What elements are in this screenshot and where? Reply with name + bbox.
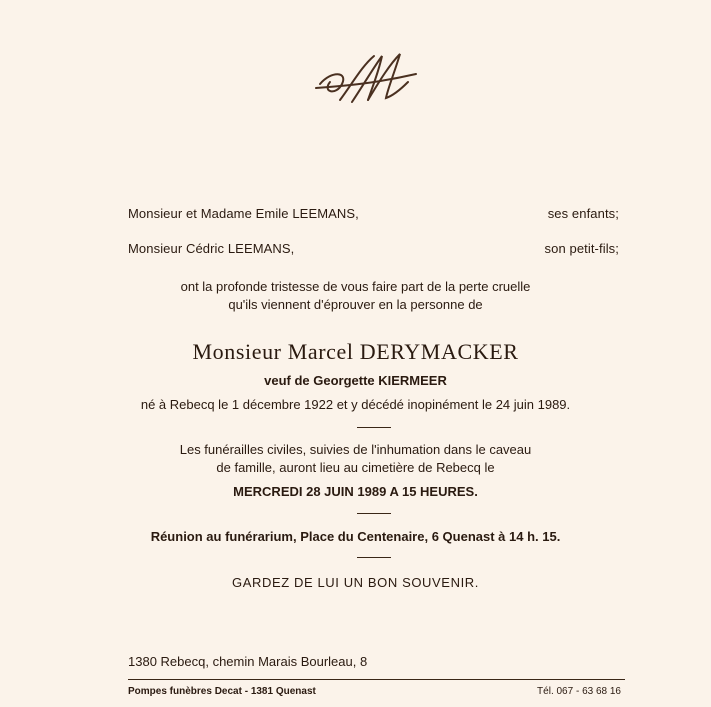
footer-undertaker: Pompes funèbres Decat - 1381 Quenast: [128, 686, 316, 697]
family-name: Monsieur et Madame Emile LEEMANS,: [128, 206, 359, 221]
address: 1380 Rebecq, chemin Marais Bourleau, 8: [128, 654, 368, 669]
family-row-parents: [128, 206, 619, 221]
family-relation: ses enfants;: [547, 206, 619, 221]
deceased-surname: DERYMACKER: [359, 339, 519, 364]
birth-death-line: né à Rebecq le 1 décembre 1922 et y décédé inopinément le 24 juin 1989.: [140, 397, 571, 412]
monogram-m-logo: [312, 44, 422, 114]
meeting-line: Réunion au funérarium, Place du Centenaire, 6 Quenast à 14 h. 15.: [150, 529, 561, 544]
deceased-prefix: Monsieur Marcel: [192, 339, 360, 364]
family-row-grandson: [128, 241, 619, 256]
funeral-date: MERCREDI 28 JUIN 1989 A 15 HEURES.: [233, 484, 478, 499]
footer-divider: [128, 679, 625, 680]
intro-line-2: qu'ils viennent d'éprouver en la personne de: [228, 297, 483, 312]
footer: [128, 686, 621, 697]
divider: [357, 557, 391, 558]
closing-line: GARDEZ DE LUI UN BON SOUVENIR.: [232, 575, 479, 590]
footer-phone: Tél. 067 - 63 68 16: [537, 686, 621, 697]
deceased-name: [0, 339, 711, 365]
widower-line: veuf de Georgette KIERMEER: [264, 373, 447, 388]
intro-line-1: ont la profonde tristesse de vous faire part de la perte cruelle: [180, 279, 531, 294]
funeral-line-2: de famille, auront lieu au cimetière de Rebecq le: [216, 460, 495, 475]
funeral-line-1: Les funérailles civiles, suivies de l'inhumation dans le caveau: [179, 442, 532, 457]
divider: [357, 427, 391, 428]
family-relation: son petit-fils;: [544, 241, 619, 256]
family-name: Monsieur Cédric LEEMANS,: [128, 241, 295, 256]
divider: [357, 513, 391, 514]
